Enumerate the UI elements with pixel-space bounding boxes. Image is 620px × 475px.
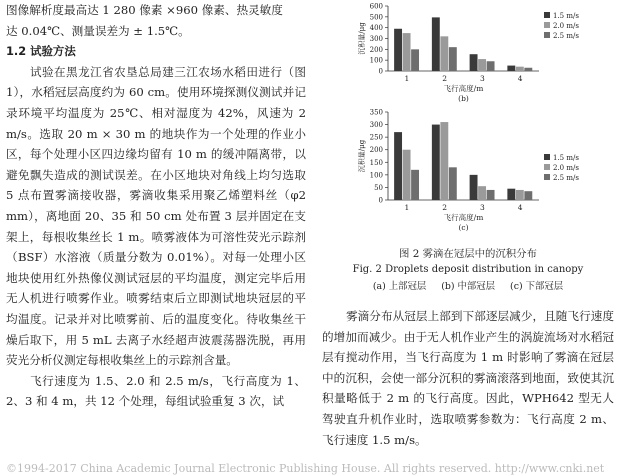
legend-swatch	[544, 22, 550, 28]
section-heading: 1.2 试验方法	[6, 44, 76, 59]
bar	[478, 186, 486, 200]
bar	[507, 66, 515, 71]
legend-label: 1.5 m/s	[553, 12, 579, 20]
panel-label: (c)	[458, 223, 469, 232]
bar	[440, 122, 448, 200]
chart-lower-canopy	[354, 106, 594, 238]
top-line-2: 达 0.04℃、测量误差为 ± 1.5℃。	[6, 23, 190, 38]
y-tick-label: 500	[369, 13, 383, 22]
chart-middle-canopy	[354, 0, 594, 110]
bar	[411, 170, 419, 200]
x-tick-label: 2	[442, 74, 448, 83]
bar	[403, 150, 411, 200]
bar	[478, 59, 486, 71]
panel-label: (b)	[458, 94, 469, 103]
y-tick-label: 0	[378, 196, 383, 205]
x-tick-label: 4	[517, 74, 523, 83]
y-tick-label: 0	[378, 67, 383, 76]
y-tick-label: 400	[369, 24, 383, 33]
x-tick-label: 4	[517, 203, 523, 212]
y-tick-label: 350	[369, 108, 383, 117]
legend-swatch	[544, 12, 550, 18]
legend-swatch	[544, 154, 550, 160]
copyright-footer: ©1994-2017 China Academic Journal Electronic Publishing House. All rights reserved. http://www.cnki.net	[6, 462, 605, 475]
y-axis-label: 沉积量/μg	[358, 22, 366, 55]
y-tick-label: 300	[369, 121, 383, 130]
legend-label: 2.5 m/s	[553, 32, 579, 40]
bar	[432, 17, 440, 71]
right-column	[322, 246, 614, 450]
bar	[449, 167, 457, 200]
subcaption-b: (b) 中部冠层	[441, 281, 496, 292]
figure-caption-cn: 图 2 雾滴在冠层中的沉积分布	[399, 248, 537, 260]
bar	[487, 61, 495, 71]
legend-label: 2.0 m/s	[553, 22, 579, 30]
y-tick-label: 50	[374, 183, 383, 192]
x-tick-label: 2	[442, 203, 448, 212]
y-tick-label: 200	[369, 146, 383, 155]
right-paragraph: 雾滴分布从冠层上部到下部逐层减少，且随飞行速度的增加而减少。由于无人机作业产生的涡旋流场对水稻冠层有搅动作用，当飞行高度为 1 m 时影响了雾滴在冠层中的沉积，会使一部分沉积的雾滴滚落到地面，致使其沉积量略低于 2 m 的飞行高度。因此，WPH642 型无人驾驶直升机作业时，选取喷雾参数为：飞行高度 2 m、飞行速度 1.5 m/s。	[322, 309, 614, 447]
bar	[487, 190, 495, 200]
y-tick-label: 150	[369, 158, 383, 167]
bar	[524, 68, 532, 71]
flight-paragraph: 飞行速度为 1.5、2.0 和 2.5 m/s，飞行高度为 1、2、3 和 4 m，共 12 个处理，每组试验重复 3 次，试	[6, 373, 306, 409]
x-tick-label: 1	[404, 203, 410, 212]
bar	[507, 189, 515, 200]
bar	[432, 125, 440, 200]
bar	[470, 54, 478, 71]
y-tick-label: 300	[369, 35, 383, 43]
method-paragraph: 试验在黑龙江省农垦总局建三江农场水稻田进行（图 1），水稻冠层高度约为 60 cm。使用环境探测仪测试并记录环境平均温度为 25℃、相对湿度为 42%，风速为 2 m/s。选取 20 m × 30 m 的地块作为一个处理的作业小区，每个处理小区四边缘均留有 10 m 的缓冲隔离带，以避免飘失造成的测试误差。在小区地块对角线上均匀选取 5 点布置雾滴接收器，雾滴收集采用聚乙烯塑料丝（φ2 mm），离地面 20、35 和 50 cm 处布置 3 层并固定在支架上，每根收集丝长 1 m。喷雾液体为可溶性荧光示踪剂（BSF）水溶液（质量分数为 0.01%）。对每一处理小区地块使用红外热像仪测试冠层的平均温度，测定完毕后用无人机进行喷雾作业。喷雾结束后立即测试地块冠层的平均温度。记录并对比喷雾前、后的温度变化。待收集丝干燥后取下，用 5 mL 去离子水经超声波震荡器洗脱，再用荧光分析仪测定每根收集丝上的示踪剂含量。	[6, 64, 306, 368]
y-tick-label: 600	[369, 2, 383, 11]
bar	[411, 49, 419, 71]
y-tick-label: 100	[369, 171, 383, 180]
x-tick-label: 1	[404, 74, 410, 83]
bar	[516, 190, 524, 200]
bar	[449, 47, 457, 71]
x-tick-label: 3	[479, 203, 485, 212]
figure-subcaptions	[322, 278, 614, 296]
x-axis-label: 飞行高度/m	[443, 213, 484, 222]
bar	[440, 36, 448, 71]
figure-caption-en: Fig. 2 Droplets deposit distribution in canopy	[352, 264, 584, 275]
y-tick-label: 100	[369, 56, 383, 65]
subcaption-c: (c) 下部冠层	[510, 281, 564, 292]
y-axis-label: 沉积量/μg	[358, 139, 366, 173]
y-tick-label: 200	[369, 45, 383, 54]
top-line-1: 图像解析度最高达 1 280 像素 ×960 像素、热灵敏度	[6, 3, 283, 17]
bar	[394, 132, 402, 200]
x-tick-label: 3	[479, 74, 485, 83]
bar	[394, 29, 402, 71]
subcaption-a: (a) 上部冠层	[372, 281, 427, 292]
legend-swatch	[544, 32, 550, 38]
left-column	[6, 0, 306, 412]
bar	[470, 175, 478, 200]
y-tick-label: 250	[369, 133, 383, 142]
legend-swatch	[544, 164, 550, 170]
legend-label: 2.0 m/s	[553, 164, 579, 172]
figure-2-charts	[354, 0, 594, 238]
x-axis-label: 飞行高度/m	[443, 84, 484, 93]
bar	[516, 67, 524, 71]
legend-label: 2.5 m/s	[553, 174, 579, 182]
legend-swatch	[544, 174, 550, 180]
bar	[524, 191, 532, 200]
legend-label: 1.5 m/s	[553, 154, 579, 162]
bar	[403, 33, 411, 71]
